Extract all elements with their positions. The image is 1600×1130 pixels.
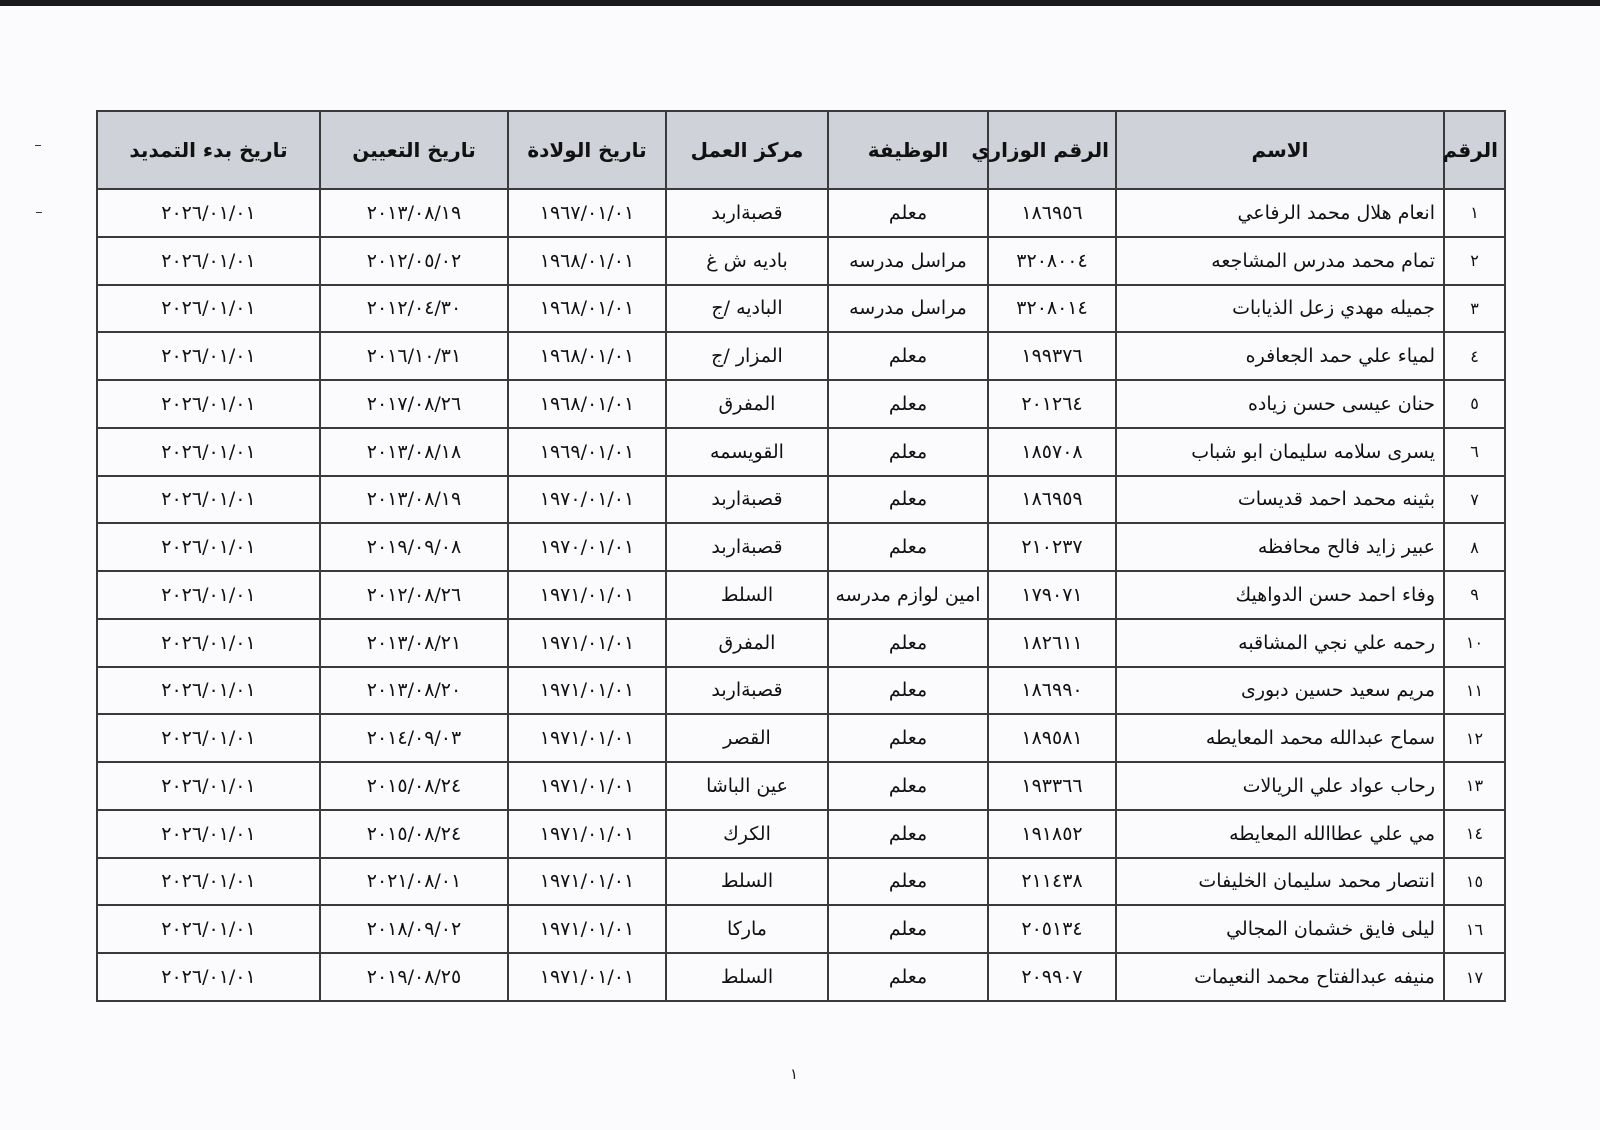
birth-date-cell: ١٩٦٨/٠١/٠١ — [508, 332, 666, 380]
appointment-date-cell: ٢٠١٩/٠٨/٢٥ — [320, 953, 508, 1001]
table-row — [97, 571, 1505, 619]
row-number-cell: ٣ — [1444, 285, 1505, 333]
employee-name-cell: تمام محمد مدرس المشاجعه — [1116, 237, 1444, 285]
appointment-date-cell: ٢٠١٧/٠٨/٢٦ — [320, 380, 508, 428]
row-number-cell: ١١ — [1444, 667, 1505, 715]
ministry-number-cell: ١٨٥٧٠٨ — [988, 428, 1116, 476]
work-center-cell: باديه ش غ — [666, 237, 828, 285]
ministry-number-cell: ٢١١٤٣٨ — [988, 858, 1116, 906]
birth-date-cell: ١٩٦٧/٠١/٠١ — [508, 189, 666, 237]
header-number: الرقم — [1444, 111, 1505, 189]
header-name: الاسم — [1116, 111, 1444, 189]
appointment-date-cell: ٢٠١٤/٠٩/٠٣ — [320, 714, 508, 762]
extension-start-date-cell: ٢٠٢٦/٠١/٠١ — [97, 953, 320, 1001]
birth-date-cell: ١٩٧١/٠١/٠١ — [508, 762, 666, 810]
extension-start-date-cell: ٢٠٢٦/٠١/٠١ — [97, 810, 320, 858]
table-row — [97, 380, 1505, 428]
extension-start-date-cell: ٢٠٢٦/٠١/٠١ — [97, 858, 320, 906]
ministry-number-cell: ١٨٩٥٨١ — [988, 714, 1116, 762]
appointment-date-cell: ٢٠١٦/١٠/٣١ — [320, 332, 508, 380]
header-birth-date: تاريخ الولادة — [508, 111, 666, 189]
birth-date-cell: ١٩٧١/٠١/٠١ — [508, 619, 666, 667]
job-title-cell: معلم — [828, 332, 988, 380]
birth-date-cell: ١٩٧١/٠١/٠١ — [508, 810, 666, 858]
birth-date-cell: ١٩٧٠/٠١/٠١ — [508, 523, 666, 571]
employee-name-cell: ليلى فايق خشمان المجالي — [1116, 905, 1444, 953]
appointment-date-cell: ٢٠١٥/٠٨/٢٤ — [320, 810, 508, 858]
table-row — [97, 905, 1505, 953]
birth-date-cell: ١٩٧١/٠١/٠١ — [508, 571, 666, 619]
job-title-cell: معلم — [828, 380, 988, 428]
employee-name-cell: لمياء علي حمد الجعافره — [1116, 332, 1444, 380]
extension-start-date-cell: ٢٠٢٦/٠١/٠١ — [97, 571, 320, 619]
extension-start-date-cell: ٢٠٢٦/٠١/٠١ — [97, 762, 320, 810]
employee-name-cell: مريم سعيد حسين دبورى — [1116, 667, 1444, 715]
row-number-cell: ١٢ — [1444, 714, 1505, 762]
extension-start-date-cell: ٢٠٢٦/٠١/٠١ — [97, 237, 320, 285]
birth-date-cell: ١٩٧١/٠١/٠١ — [508, 953, 666, 1001]
row-number-cell: ٥ — [1444, 380, 1505, 428]
ministry-number-cell: ٢٠٩٩٠٧ — [988, 953, 1116, 1001]
job-title-cell: معلم — [828, 667, 988, 715]
job-title-cell: معلم — [828, 810, 988, 858]
appointment-date-cell: ٢٠١٢/٠٨/٢٦ — [320, 571, 508, 619]
job-title-cell: معلم — [828, 189, 988, 237]
table-row — [97, 619, 1505, 667]
header-work-center: مركز العمل — [666, 111, 828, 189]
ministry-number-cell: ١٧٩٠٧١ — [988, 571, 1116, 619]
row-number-cell: ١٧ — [1444, 953, 1505, 1001]
ministry-number-cell: ٢١٠٢٣٧ — [988, 523, 1116, 571]
work-center-cell: قصبةاربد — [666, 189, 828, 237]
table-row — [97, 714, 1505, 762]
job-title-cell: معلم — [828, 762, 988, 810]
extension-start-date-cell: ٢٠٢٦/٠١/٠١ — [97, 523, 320, 571]
table-row — [97, 332, 1505, 380]
ministry-number-cell: ٢٠٥١٣٤ — [988, 905, 1116, 953]
appointment-date-cell: ٢٠١٣/٠٨/١٩ — [320, 189, 508, 237]
ministry-number-cell: ١٩١٨٥٢ — [988, 810, 1116, 858]
row-number-cell: ٩ — [1444, 571, 1505, 619]
ministry-number-cell: ١٨٦٩٥٦ — [988, 189, 1116, 237]
birth-date-cell: ١٩٦٩/٠١/٠١ — [508, 428, 666, 476]
table-row — [97, 762, 1505, 810]
work-center-cell: قصبةاربد — [666, 667, 828, 715]
employee-name-cell: انتصار محمد سليمان الخليفات — [1116, 858, 1444, 906]
table-row — [97, 428, 1505, 476]
job-title-cell: معلم — [828, 523, 988, 571]
extension-start-date-cell: ٢٠٢٦/٠١/٠١ — [97, 905, 320, 953]
job-title-cell: معلم — [828, 953, 988, 1001]
scan-mark — [35, 145, 41, 146]
birth-date-cell: ١٩٧١/٠١/٠١ — [508, 667, 666, 715]
appointment-date-cell: ٢٠١٢/٠٤/٣٠ — [320, 285, 508, 333]
row-number-cell: ٤ — [1444, 332, 1505, 380]
ministry-number-cell: ١٨٢٦١١ — [988, 619, 1116, 667]
job-title-cell: معلم — [828, 905, 988, 953]
scan-mark — [36, 212, 42, 213]
job-title-cell: معلم — [828, 428, 988, 476]
employee-name-cell: يسرى سلامه سليمان ابو شباب — [1116, 428, 1444, 476]
birth-date-cell: ١٩٦٨/٠١/٠١ — [508, 237, 666, 285]
birth-date-cell: ١٩٧٠/٠١/٠١ — [508, 476, 666, 524]
header-job: الوظيفة — [828, 111, 988, 189]
appointment-date-cell: ٢٠١٣/٠٨/٢٠ — [320, 667, 508, 715]
work-center-cell: عين الباشا — [666, 762, 828, 810]
employee-name-cell: انعام هلال محمد الرفاعي — [1116, 189, 1444, 237]
row-number-cell: ١ — [1444, 189, 1505, 237]
extension-start-date-cell: ٢٠٢٦/٠١/٠١ — [97, 380, 320, 428]
extension-start-date-cell: ٢٠٢٦/٠١/٠١ — [97, 714, 320, 762]
birth-date-cell: ١٩٦٨/٠١/٠١ — [508, 285, 666, 333]
ministry-number-cell: ١٨٦٩٥٩ — [988, 476, 1116, 524]
employee-name-cell: حنان عيسى حسن زياده — [1116, 380, 1444, 428]
ministry-number-cell: ٢٠١٢٦٤ — [988, 380, 1116, 428]
extension-start-date-cell: ٢٠٢٦/٠١/٠١ — [97, 285, 320, 333]
employee-name-cell: بثينه محمد احمد قديسات — [1116, 476, 1444, 524]
work-center-cell: السلط — [666, 953, 828, 1001]
ministry-number-cell: ٣٢٠٨٠١٤ — [988, 285, 1116, 333]
row-number-cell: ٦ — [1444, 428, 1505, 476]
appointment-date-cell: ٢٠١٣/٠٨/٢١ — [320, 619, 508, 667]
employee-name-cell: رحمه علي نجي المشاقبه — [1116, 619, 1444, 667]
work-center-cell: القصر — [666, 714, 828, 762]
appointment-date-cell: ٢٠١٨/٠٩/٠٢ — [320, 905, 508, 953]
ministry-number-cell: ١٩٣٣٦٦ — [988, 762, 1116, 810]
table-row — [97, 953, 1505, 1001]
row-number-cell: ١٥ — [1444, 858, 1505, 906]
extension-start-date-cell: ٢٠٢٦/٠١/٠١ — [97, 189, 320, 237]
table-row — [97, 285, 1505, 333]
ministry-number-cell: ١٩٩٣٧٦ — [988, 332, 1116, 380]
job-title-cell: امين لوازم مدرسه — [828, 571, 988, 619]
row-number-cell: ١٦ — [1444, 905, 1505, 953]
table-row — [97, 237, 1505, 285]
job-title-cell: مراسل مدرسه — [828, 237, 988, 285]
work-center-cell: الباديه /ج — [666, 285, 828, 333]
work-center-cell: الكرك — [666, 810, 828, 858]
row-number-cell: ١٤ — [1444, 810, 1505, 858]
job-title-cell: معلم — [828, 619, 988, 667]
appointment-date-cell: ٢٠١٥/٠٨/٢٤ — [320, 762, 508, 810]
table-row — [97, 189, 1505, 237]
employee-name-cell: سماح عبدالله محمد المعايطه — [1116, 714, 1444, 762]
work-center-cell: المفرق — [666, 619, 828, 667]
work-center-cell: ماركا — [666, 905, 828, 953]
appointment-date-cell: ٢٠١٣/٠٨/١٨ — [320, 428, 508, 476]
job-title-cell: معلم — [828, 714, 988, 762]
job-title-cell: معلم — [828, 858, 988, 906]
page-number: ١ — [790, 1065, 799, 1083]
extension-start-date-cell: ٢٠٢٦/٠١/٠١ — [97, 667, 320, 715]
header-extension-start-date: تاريخ بدء التمديد — [97, 111, 320, 189]
employee-name-cell: منيفه عبدالفتاح محمد النعيمات — [1116, 953, 1444, 1001]
work-center-cell: المزار /ج — [666, 332, 828, 380]
work-center-cell: قصبةاربد — [666, 523, 828, 571]
appointment-date-cell: ٢٠١٢/٠٥/٠٢ — [320, 237, 508, 285]
job-title-cell: معلم — [828, 476, 988, 524]
table-row — [97, 476, 1505, 524]
ministry-number-cell: ٣٢٠٨٠٠٤ — [988, 237, 1116, 285]
extension-start-date-cell: ٢٠٢٦/٠١/٠١ — [97, 332, 320, 380]
work-center-cell: السلط — [666, 858, 828, 906]
employee-name-cell: رحاب عواد علي الريالات — [1116, 762, 1444, 810]
appointment-date-cell: ٢٠٢١/٠٨/٠١ — [320, 858, 508, 906]
work-center-cell: القويسمه — [666, 428, 828, 476]
birth-date-cell: ١٩٧١/٠١/٠١ — [508, 905, 666, 953]
extension-start-date-cell: ٢٠٢٦/٠١/٠١ — [97, 428, 320, 476]
table-row — [97, 858, 1505, 906]
row-number-cell: ٢ — [1444, 237, 1505, 285]
table-row — [97, 810, 1505, 858]
header-ministry-number: الرقم الوزاري — [988, 111, 1116, 189]
work-center-cell: المفرق — [666, 380, 828, 428]
ministry-number-cell: ١٨٦٩٩٠ — [988, 667, 1116, 715]
table-header-row — [97, 111, 1505, 189]
table-row — [97, 523, 1505, 571]
work-center-cell: السلط — [666, 571, 828, 619]
row-number-cell: ٨ — [1444, 523, 1505, 571]
header-appointment-date: تاريخ التعيين — [320, 111, 508, 189]
row-number-cell: ١٠ — [1444, 619, 1505, 667]
employee-extension-table — [96, 110, 1506, 1002]
birth-date-cell: ١٩٦٨/٠١/٠١ — [508, 380, 666, 428]
work-center-cell: قصبةاربد — [666, 476, 828, 524]
extension-start-date-cell: ٢٠٢٦/٠١/٠١ — [97, 476, 320, 524]
job-title-cell: مراسل مدرسه — [828, 285, 988, 333]
scan-top-edge — [0, 0, 1600, 6]
extension-start-date-cell: ٢٠٢٦/٠١/٠١ — [97, 619, 320, 667]
row-number-cell: ١٣ — [1444, 762, 1505, 810]
appointment-date-cell: ٢٠١٣/٠٨/١٩ — [320, 476, 508, 524]
birth-date-cell: ١٩٧١/٠١/٠١ — [508, 714, 666, 762]
row-number-cell: ٧ — [1444, 476, 1505, 524]
employee-name-cell: وفاء احمد حسن الدواهيك — [1116, 571, 1444, 619]
employee-name-cell: عبير زايد فالح محافظه — [1116, 523, 1444, 571]
birth-date-cell: ١٩٧١/٠١/٠١ — [508, 858, 666, 906]
appointment-date-cell: ٢٠١٩/٠٩/٠٨ — [320, 523, 508, 571]
employee-name-cell: جميله مهدي زعل الذيابات — [1116, 285, 1444, 333]
table-row — [97, 667, 1505, 715]
employee-name-cell: مي علي عطاالله المعايطه — [1116, 810, 1444, 858]
